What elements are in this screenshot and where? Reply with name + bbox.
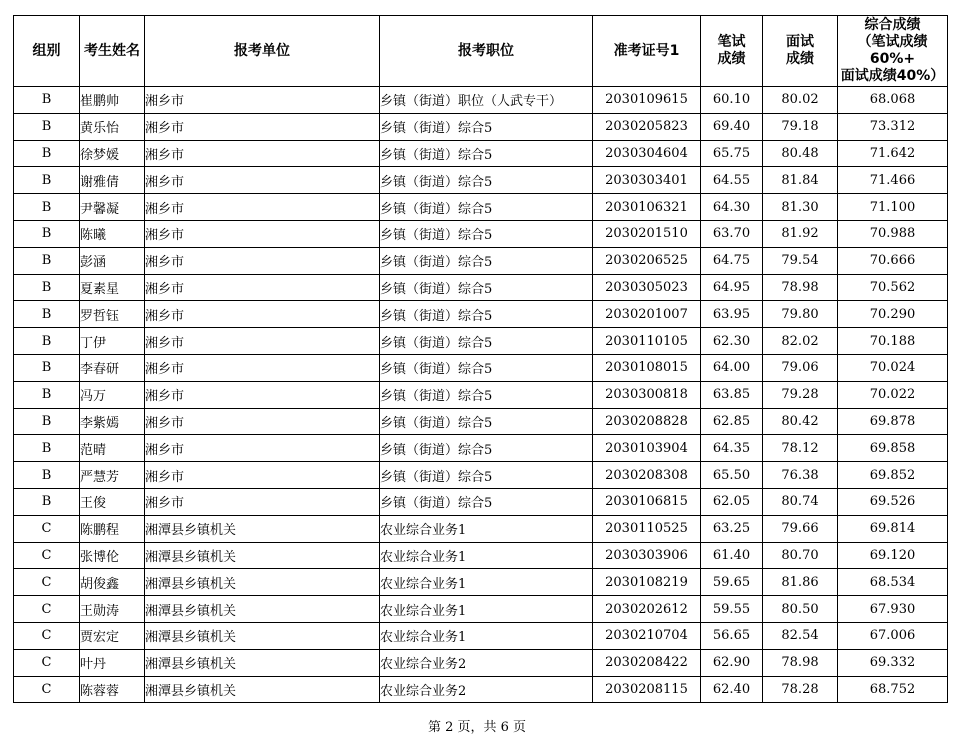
unit-cell: 湘乡市	[145, 274, 380, 301]
written-score-cell: 64.30	[701, 194, 763, 221]
unit-cell: 湘潭县乡镇机关	[145, 622, 380, 649]
total-score-cell: 70.666	[838, 247, 948, 274]
table-row	[14, 596, 948, 623]
position-cell: 乡镇（街道）综合5	[380, 381, 593, 408]
group-cell: B	[14, 381, 80, 408]
total-score-cell: 69.852	[838, 462, 948, 489]
ticket-cell: 2030106815	[593, 488, 701, 515]
position-cell: 乡镇（街道）综合5	[380, 408, 593, 435]
name-cell: 叶丹	[80, 649, 145, 676]
total-score-cell: 70.188	[838, 328, 948, 355]
name-cell: 黄乐怡	[80, 113, 145, 140]
table-row	[14, 569, 948, 596]
ticket-cell: 2030305023	[593, 274, 701, 301]
written-score-cell: 64.55	[701, 167, 763, 194]
ticket-cell: 2030110525	[593, 515, 701, 542]
interview-score-cell: 76.38	[763, 462, 838, 489]
ticket-cell: 2030103904	[593, 435, 701, 462]
unit-cell: 湘潭县乡镇机关	[145, 569, 380, 596]
unit-cell: 湘乡市	[145, 354, 380, 381]
interview-score-cell: 80.50	[763, 596, 838, 623]
total-score-cell: 71.642	[838, 140, 948, 167]
name-cell: 李紫嫣	[80, 408, 145, 435]
header-ticket: 准考证号1	[593, 16, 701, 87]
header-name: 考生姓名	[80, 16, 145, 87]
ticket-cell: 2030208308	[593, 462, 701, 489]
table-row	[14, 113, 948, 140]
header-unit: 报考单位	[145, 16, 380, 87]
header-interview-label: 面试成绩	[786, 34, 814, 67]
name-cell: 范晴	[80, 435, 145, 462]
interview-score-cell: 81.92	[763, 220, 838, 247]
total-score-cell: 67.006	[838, 622, 948, 649]
ticket-cell: 2030210704	[593, 622, 701, 649]
position-cell: 乡镇（街道）综合5	[380, 328, 593, 355]
table-row	[14, 220, 948, 247]
unit-cell: 湘潭县乡镇机关	[145, 676, 380, 703]
group-cell: B	[14, 488, 80, 515]
ticket-cell: 2030206525	[593, 247, 701, 274]
score-table	[13, 15, 948, 703]
table-row	[14, 435, 948, 462]
group-cell: C	[14, 569, 80, 596]
name-cell: 王俊	[80, 488, 145, 515]
ticket-cell: 2030201510	[593, 220, 701, 247]
group-cell: C	[14, 542, 80, 569]
ticket-cell: 2030303906	[593, 542, 701, 569]
group-cell: B	[14, 328, 80, 355]
table-row	[14, 194, 948, 221]
group-cell: C	[14, 676, 80, 703]
ticket-cell: 2030300818	[593, 381, 701, 408]
table-row	[14, 542, 948, 569]
unit-cell: 湘乡市	[145, 328, 380, 355]
position-cell: 农业综合业务2	[380, 676, 593, 703]
name-cell: 严慧芳	[80, 462, 145, 489]
interview-score-cell: 78.98	[763, 649, 838, 676]
position-cell: 农业综合业务1	[380, 596, 593, 623]
table-row	[14, 301, 948, 328]
unit-cell: 湘潭县乡镇机关	[145, 596, 380, 623]
written-score-cell: 63.95	[701, 301, 763, 328]
header-total-line2: （笔试成绩60%+	[857, 34, 928, 67]
group-cell: B	[14, 87, 80, 114]
written-score-cell: 69.40	[701, 113, 763, 140]
position-cell: 农业综合业务1	[380, 622, 593, 649]
position-cell: 乡镇（街道）综合5	[380, 247, 593, 274]
unit-cell: 湘乡市	[145, 113, 380, 140]
group-cell: B	[14, 462, 80, 489]
interview-score-cell: 81.84	[763, 167, 838, 194]
interview-score-cell: 80.02	[763, 87, 838, 114]
header-written-label: 笔试成绩	[717, 34, 746, 67]
ticket-cell: 2030202612	[593, 596, 701, 623]
page-footer: 第 2 页，共 6 页	[427, 720, 527, 735]
ticket-cell: 2030304604	[593, 140, 701, 167]
unit-cell: 湘潭县乡镇机关	[145, 542, 380, 569]
total-score-cell: 73.312	[838, 113, 948, 140]
name-cell: 贾宏定	[80, 622, 145, 649]
total-score-cell: 71.466	[838, 167, 948, 194]
interview-score-cell: 79.54	[763, 247, 838, 274]
written-score-cell: 60.10	[701, 87, 763, 114]
header-row	[14, 16, 948, 87]
total-score-cell: 68.752	[838, 676, 948, 703]
interview-score-cell: 79.66	[763, 515, 838, 542]
interview-score-cell: 81.86	[763, 569, 838, 596]
written-score-cell: 63.70	[701, 220, 763, 247]
name-cell: 谢雅倩	[80, 167, 145, 194]
total-score-cell: 69.120	[838, 542, 948, 569]
total-score-cell: 69.814	[838, 515, 948, 542]
table-row	[14, 140, 948, 167]
total-score-cell: 69.332	[838, 649, 948, 676]
group-cell: C	[14, 596, 80, 623]
position-cell: 乡镇（街道）综合5	[380, 167, 593, 194]
interview-score-cell: 78.98	[763, 274, 838, 301]
total-score-cell: 68.068	[838, 87, 948, 114]
header-position: 报考职位	[380, 16, 593, 87]
name-cell: 张博伦	[80, 542, 145, 569]
written-score-cell: 65.75	[701, 140, 763, 167]
table-row	[14, 167, 948, 194]
position-cell: 乡镇（街道）综合5	[380, 274, 593, 301]
unit-cell: 湘乡市	[145, 462, 380, 489]
header-total	[838, 16, 948, 87]
written-score-cell: 65.50	[701, 462, 763, 489]
unit-cell: 湘乡市	[145, 194, 380, 221]
name-cell: 李春研	[80, 354, 145, 381]
total-score-cell: 70.024	[838, 354, 948, 381]
position-cell: 乡镇（街道）综合5	[380, 488, 593, 515]
group-cell: B	[14, 435, 80, 462]
position-cell: 乡镇（街道）综合5	[380, 194, 593, 221]
interview-score-cell: 82.02	[763, 328, 838, 355]
position-cell: 乡镇（街道）综合5	[380, 354, 593, 381]
table-row	[14, 354, 948, 381]
table-row	[14, 408, 948, 435]
interview-score-cell: 80.70	[763, 542, 838, 569]
name-cell: 丁伊	[80, 328, 145, 355]
group-cell: B	[14, 301, 80, 328]
group-cell: B	[14, 140, 80, 167]
written-score-cell: 59.55	[701, 596, 763, 623]
ticket-cell: 2030106321	[593, 194, 701, 221]
table-row	[14, 247, 948, 274]
name-cell: 尹馨凝	[80, 194, 145, 221]
position-cell: 乡镇（街道）职位（人武专干）	[380, 87, 593, 114]
interview-score-cell: 82.54	[763, 622, 838, 649]
ticket-cell: 2030108015	[593, 354, 701, 381]
ticket-cell: 2030201007	[593, 301, 701, 328]
name-cell: 冯万	[80, 381, 145, 408]
interview-score-cell: 80.42	[763, 408, 838, 435]
table-body	[14, 87, 948, 703]
interview-score-cell: 79.06	[763, 354, 838, 381]
group-cell: B	[14, 113, 80, 140]
group-cell: C	[14, 649, 80, 676]
total-score-cell: 71.100	[838, 194, 948, 221]
total-score-cell: 69.878	[838, 408, 948, 435]
position-cell: 乡镇（街道）综合5	[380, 113, 593, 140]
written-score-cell: 64.35	[701, 435, 763, 462]
written-score-cell: 61.40	[701, 542, 763, 569]
position-cell: 农业综合业务2	[380, 649, 593, 676]
written-score-cell: 62.85	[701, 408, 763, 435]
unit-cell: 湘乡市	[145, 435, 380, 462]
table-row	[14, 649, 948, 676]
unit-cell: 湘乡市	[145, 488, 380, 515]
written-score-cell: 64.95	[701, 274, 763, 301]
table-row	[14, 676, 948, 703]
unit-cell: 湘乡市	[145, 301, 380, 328]
table-row	[14, 274, 948, 301]
unit-cell: 湘乡市	[145, 408, 380, 435]
group-cell: B	[14, 274, 80, 301]
table-row	[14, 87, 948, 114]
total-score-cell: 70.022	[838, 381, 948, 408]
name-cell: 王勋涛	[80, 596, 145, 623]
interview-score-cell: 79.28	[763, 381, 838, 408]
ticket-cell: 2030110105	[593, 328, 701, 355]
unit-cell: 湘乡市	[145, 140, 380, 167]
name-cell: 陈曦	[80, 220, 145, 247]
unit-cell: 湘潭县乡镇机关	[145, 649, 380, 676]
group-cell: B	[14, 167, 80, 194]
unit-cell: 湘潭县乡镇机关	[145, 515, 380, 542]
total-score-cell: 70.290	[838, 301, 948, 328]
position-cell: 农业综合业务1	[380, 569, 593, 596]
name-cell: 徐梦媛	[80, 140, 145, 167]
interview-score-cell: 79.80	[763, 301, 838, 328]
header-total-line3: 面试成绩40%）	[840, 68, 945, 84]
header-group: 组别	[14, 16, 80, 87]
written-score-cell: 62.40	[701, 676, 763, 703]
name-cell: 夏素星	[80, 274, 145, 301]
header-interview	[763, 16, 838, 87]
written-score-cell: 62.30	[701, 328, 763, 355]
position-cell: 乡镇（街道）综合5	[380, 220, 593, 247]
unit-cell: 湘乡市	[145, 247, 380, 274]
position-cell: 乡镇（街道）综合5	[380, 140, 593, 167]
ticket-cell: 2030208422	[593, 649, 701, 676]
group-cell: B	[14, 408, 80, 435]
ticket-cell: 2030108219	[593, 569, 701, 596]
group-cell: B	[14, 354, 80, 381]
name-cell: 崔鹏帅	[80, 87, 145, 114]
table-row	[14, 622, 948, 649]
total-score-cell: 67.930	[838, 596, 948, 623]
group-cell: B	[14, 220, 80, 247]
written-score-cell: 63.85	[701, 381, 763, 408]
group-cell: C	[14, 622, 80, 649]
written-score-cell: 59.65	[701, 569, 763, 596]
group-cell: B	[14, 247, 80, 274]
ticket-cell: 2030109615	[593, 87, 701, 114]
table-row	[14, 488, 948, 515]
ticket-cell: 2030303401	[593, 167, 701, 194]
written-score-cell: 64.75	[701, 247, 763, 274]
table-row	[14, 328, 948, 355]
written-score-cell: 62.90	[701, 649, 763, 676]
interview-score-cell: 78.12	[763, 435, 838, 462]
total-score-cell: 68.534	[838, 569, 948, 596]
interview-score-cell: 81.30	[763, 194, 838, 221]
interview-score-cell: 78.28	[763, 676, 838, 703]
unit-cell: 湘乡市	[145, 220, 380, 247]
group-cell: C	[14, 515, 80, 542]
position-cell: 乡镇（街道）综合5	[380, 435, 593, 462]
position-cell: 乡镇（街道）综合5	[380, 301, 593, 328]
name-cell: 陈鹏程	[80, 515, 145, 542]
position-cell: 农业综合业务1	[380, 542, 593, 569]
ticket-cell: 2030205823	[593, 113, 701, 140]
interview-score-cell: 80.48	[763, 140, 838, 167]
total-score-cell: 69.526	[838, 488, 948, 515]
header-total-line1: 综合成绩	[864, 17, 921, 33]
position-cell: 乡镇（街道）综合5	[380, 462, 593, 489]
name-cell: 彭涵	[80, 247, 145, 274]
interview-score-cell: 79.18	[763, 113, 838, 140]
unit-cell: 湘乡市	[145, 381, 380, 408]
written-score-cell: 63.25	[701, 515, 763, 542]
total-score-cell: 70.988	[838, 220, 948, 247]
header-written	[701, 16, 763, 87]
ticket-cell: 2030208115	[593, 676, 701, 703]
group-cell: B	[14, 194, 80, 221]
table-row	[14, 381, 948, 408]
name-cell: 陈蓉蓉	[80, 676, 145, 703]
table-row	[14, 462, 948, 489]
name-cell: 罗哲钰	[80, 301, 145, 328]
written-score-cell: 62.05	[701, 488, 763, 515]
unit-cell: 湘乡市	[145, 87, 380, 114]
unit-cell: 湘乡市	[145, 167, 380, 194]
total-score-cell: 69.858	[838, 435, 948, 462]
position-cell: 农业综合业务1	[380, 515, 593, 542]
interview-score-cell: 80.74	[763, 488, 838, 515]
written-score-cell: 56.65	[701, 622, 763, 649]
total-score-cell: 70.562	[838, 274, 948, 301]
ticket-cell: 2030208828	[593, 408, 701, 435]
name-cell: 胡俊鑫	[80, 569, 145, 596]
written-score-cell: 64.00	[701, 354, 763, 381]
table-row	[14, 515, 948, 542]
